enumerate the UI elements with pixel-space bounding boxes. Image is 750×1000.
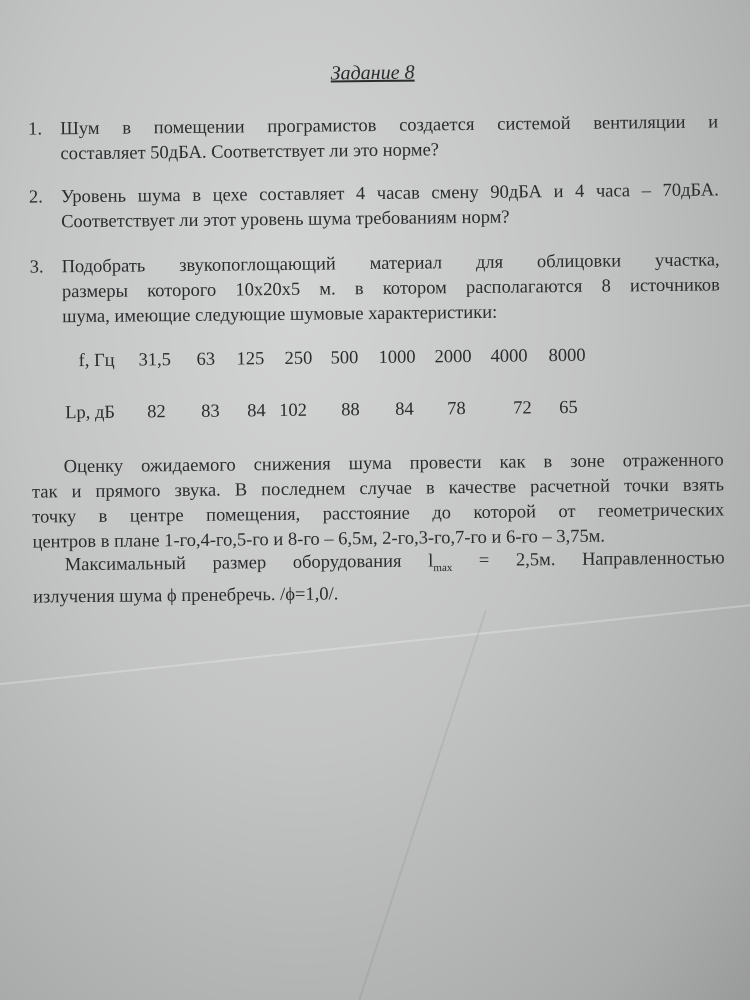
task-1 [28, 110, 718, 167]
task-line: составляет 50дБА. Соответствует ли это норме? [60, 140, 440, 165]
task-line: шума, имеющие следующие шумовые характеристики: [62, 302, 498, 328]
equipment-text: Максимальный размер оборудования l [64, 551, 434, 576]
frequency-value: 500 [330, 348, 359, 369]
task-text [61, 178, 719, 235]
paragraph-line: так и прямого звука. В последнем случае в качестве расчетной точки взять [31, 475, 725, 503]
frequency-value: 4000 [490, 346, 528, 367]
task-text [60, 110, 718, 167]
frequency-value: 63 [196, 349, 216, 370]
task-3 [30, 248, 721, 330]
frequency-row [63, 344, 723, 375]
level-value: 78 [447, 399, 466, 420]
task-line: размеры которого 10х20х5 м. в котором располагаются 8 источников [61, 275, 720, 303]
page-title: Задание 8 [330, 61, 415, 85]
frequency-value: 125 [236, 349, 265, 370]
frequency-value: 31,5 [138, 350, 172, 371]
level-label: Lp, дБ [65, 402, 116, 424]
task-text [62, 248, 721, 330]
level-value: 83 [201, 401, 220, 422]
level-value: 88 [341, 400, 360, 421]
task-line: Уровень шума в цехе составляет 4 часав смену 90дБА и 4 часа – 70дБА. [60, 180, 719, 208]
frequency-value: 8000 [548, 345, 586, 367]
frequency-value: 2000 [434, 346, 472, 368]
task-2 [29, 178, 719, 235]
instruction-paragraph [32, 448, 725, 555]
task-number: 1. [28, 119, 43, 140]
frequency-value: 1000 [378, 347, 416, 368]
level-value: 65 [559, 397, 578, 419]
level-value: 82 [147, 402, 166, 423]
equipment-paragraph [33, 546, 726, 610]
task-number: 2. [28, 187, 43, 208]
equipment-text: = 2,5м. Направленностью [452, 548, 725, 572]
level-value: 84 [247, 401, 266, 422]
level-row [63, 396, 723, 427]
level-value: 72 [513, 398, 532, 419]
level-value: 102 [279, 400, 308, 422]
task-line: Соответствует ли этот уровень шума требованиям норм? [61, 207, 510, 233]
frequency-label: f, Гц [78, 350, 115, 372]
task-line: Подобрать звукопоглощающий материал для облицовки участка, [61, 250, 720, 278]
paragraph-line: излучения шума ϕ пренебречь. /ϕ=1,0/. [32, 584, 339, 608]
level-value: 84 [395, 399, 414, 420]
paragraph-line: центров в плане 1-го,4-го,5-го и 8-го – 6,5м, 2-го,3-го,7-го и 6-го – 3,75м. [32, 526, 606, 553]
task-line: Шум в помещении програмистов создается системой вентиляции и [60, 112, 719, 140]
paragraph-line: точку в центре помещения, расстояние до которой от геометрических [32, 500, 725, 528]
paragraph-line: Оценку ожидаемого снижения шума провести как в зоне отраженного [63, 450, 724, 478]
task-number: 3. [29, 257, 44, 278]
lmax-subscript: max [433, 561, 453, 575]
frequency-value: 250 [284, 348, 313, 369]
